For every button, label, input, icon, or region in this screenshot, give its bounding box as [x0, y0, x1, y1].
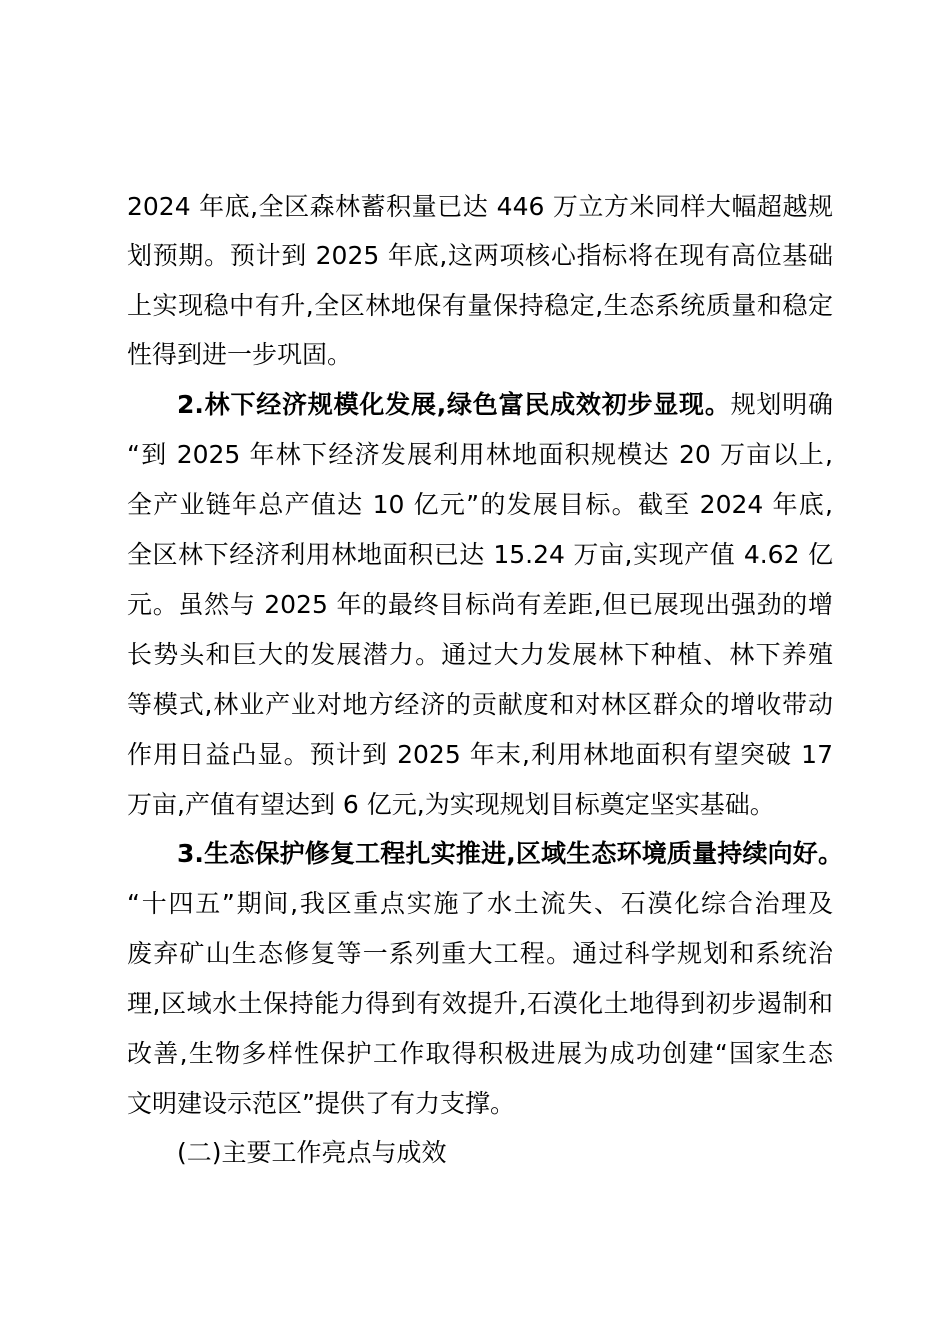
- paragraph-1-line-3: 上实现稳中有升,全区林地保有量保持稳定,生态系统质量和稳定: [127, 291, 833, 320]
- paragraph-1-line-4: 性得到进一步巩固。: [127, 340, 353, 369]
- paragraph-2-line-6: 等模式,林业产业对地方经济的贡献度和对林区群众的增收带动: [127, 690, 833, 719]
- section-2-heading-line: [177, 387, 833, 423]
- paragraph-2-line-3: 全区林下经济利用林地面积已达 15.24 万亩,实现产值 4.62 亿: [127, 540, 833, 569]
- section-2-heading: 2.林下经济规模化发展,绿色富民成效初步显现。: [177, 390, 731, 419]
- paragraph-3-line-5: 文明建设示范区”提供了有力支撑。: [127, 1089, 515, 1118]
- paragraph-2-line-2: 全产业链年总产值达 10 亿元”的发展目标。截至 2024 年底,: [127, 490, 833, 519]
- paragraph-3-line-3: 理,区域水土保持能力得到有效提升,石漠化土地得到初步遏制和: [127, 989, 833, 1018]
- paragraph-3-line-4: 改善,生物多样性保护工作取得积极进展为成功创建“国家生态: [127, 1039, 833, 1068]
- paragraph-3-line-1: “十四五”期间,我区重点实施了水土流失、石漠化综合治理及: [127, 889, 833, 918]
- section-2-heading-tail: 规划明确: [730, 390, 833, 419]
- paragraph-1-line-2: 划预期。预计到 2025 年底,这两项核心指标将在现有高位基础: [127, 241, 833, 270]
- paragraph-2-line-1: “到 2025 年林下经济发展利用林地面积规模达 20 万亩以上,: [127, 440, 833, 469]
- section-3-heading: 3.生态保护修复工程扎实推进,区域生态环境质量持续向好。: [177, 839, 843, 868]
- paragraph-2-line-8: 万亩,产值有望达到 6 亿元,为实现规划目标奠定坚实基础。: [127, 790, 775, 819]
- paragraph-1-line-1: 2024 年底,全区森林蓄积量已达 446 万立方米同样大幅超越规: [127, 192, 833, 221]
- paragraph-3-line-2: 废弃矿山生态修复等一系列重大工程。通过科学规划和系统治: [127, 939, 833, 968]
- paragraph-2-line-5: 长势头和巨大的发展潜力。通过大力发展林下种植、林下养殖: [127, 640, 833, 669]
- paragraph-2-line-4: 元。虽然与 2025 年的最终目标尚有差距,但已展现出强劲的增: [127, 590, 833, 619]
- paragraph-2-line-7: 作用日益凸显。预计到 2025 年末,利用林地面积有望突破 17: [127, 740, 833, 769]
- subsection-heading: (二)主要工作亮点与成效: [177, 1138, 447, 1167]
